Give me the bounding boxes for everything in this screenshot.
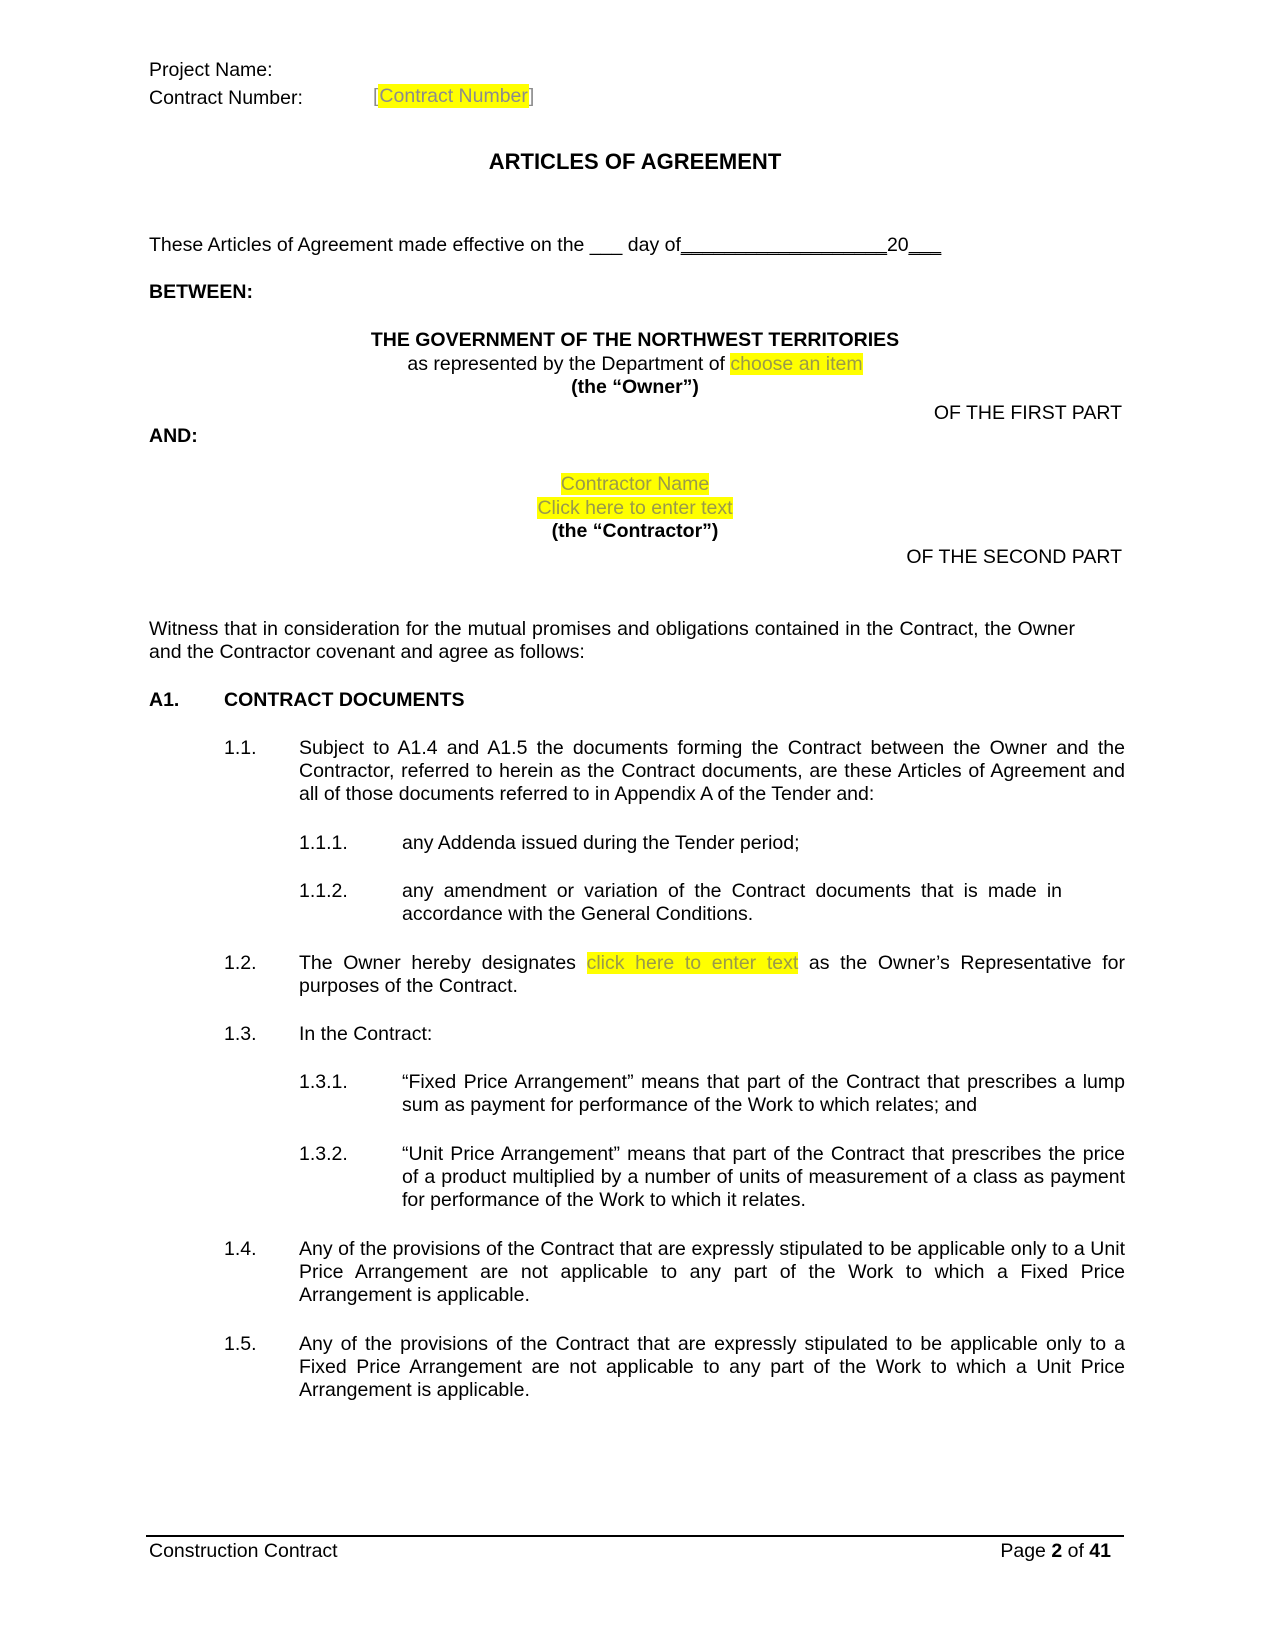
- footer-rule: [146, 1535, 1124, 1537]
- year-prefix: 20: [886, 234, 909, 256]
- clause-number: 1.3.1.: [299, 1071, 348, 1093]
- clause-number: 1.4.: [224, 1238, 257, 1260]
- clause-number: 1.2.: [224, 952, 257, 974]
- bracket-close: ]: [528, 85, 535, 107]
- owner-department-text: as represented by the Department of: [407, 353, 731, 375]
- clause-number: 1.3.: [224, 1023, 257, 1045]
- page-of: of: [1062, 1540, 1090, 1562]
- contractor-role: (the “Contractor”): [551, 520, 719, 542]
- clause-1-1-text: Subject to A1.4 and A1.5 the documents forming the Contract between the Owner and the Contractor, referred to herein as the Contract documents, are these Articles of Agreement and all of those documents referred to in Appendix A of the Tender and:: [299, 737, 1125, 805]
- section-title: CONTRACT DOCUMENTS: [224, 689, 465, 711]
- and-label: AND:: [149, 425, 198, 447]
- clause-1-2-text: [299, 952, 1125, 998]
- clause-number: 1.1.1.: [299, 832, 348, 854]
- clause-1-1-1-text: any Addenda issued during the Tender period;: [402, 832, 800, 854]
- clause-1-3-2-text: “Unit Price Arrangement” means that part of the Contract that prescribes the price of a product multiplied by a number of units of measurement of a class as payment for performance of the Work to which it relates.: [402, 1143, 1125, 1211]
- owner-department-line: [300, 353, 970, 376]
- contract-number-placeholder[interactable]: Contract Number: [379, 85, 528, 107]
- project-name-label: Project Name:: [149, 59, 273, 81]
- clause-1-3-text: In the Contract:: [299, 1023, 433, 1045]
- owner-name: THE GOVERNMENT OF THE NORTHWEST TERRITORIES: [370, 329, 900, 351]
- page-current: 2: [1051, 1540, 1063, 1562]
- effective-date-line: [149, 234, 941, 257]
- representative-placeholder[interactable]: click here to enter text: [586, 952, 799, 974]
- year-blank[interactable]: ___: [908, 234, 942, 256]
- page-number: [1000, 1540, 1111, 1563]
- contractor-name-placeholder[interactable]: Contractor Name: [560, 473, 710, 495]
- clause-number: 1.1.: [224, 737, 257, 759]
- department-placeholder[interactable]: choose an item: [730, 353, 863, 375]
- contractor-text-placeholder[interactable]: Click here to enter text: [537, 497, 733, 519]
- footer-title: Construction Contract: [149, 1540, 338, 1562]
- contract-number-field[interactable]: [373, 85, 534, 108]
- clause-1-3-1-text: “Fixed Price Arrangement” means that part of the Contract that prescribes a lump sum as payment for performance of the Work to which relates; and: [402, 1071, 1125, 1116]
- owner-role: (the “Owner”): [571, 376, 699, 398]
- between-label: BETWEEN:: [149, 281, 253, 303]
- bracket-open: [: [373, 85, 379, 107]
- page-total: 41: [1089, 1540, 1111, 1562]
- witness-paragraph: Witness that in consideration for the mutual promises and obligations contained in the Contract, the Owner and the Contractor covenant and agree as follows:: [149, 618, 1075, 663]
- clause-1-1-2-text: any amendment or variation of the Contract documents that is made in accordance with the General Conditions.: [402, 880, 1062, 925]
- second-part-label: OF THE SECOND PART: [906, 546, 1122, 568]
- contract-number-label: Contract Number:: [149, 87, 303, 109]
- page-label: Page: [1000, 1540, 1052, 1562]
- month-blank[interactable]: ___________________: [680, 234, 887, 256]
- clause-1-5-text: Any of the provisions of the Contract that are expressly stipulated to be applicable only to a Fixed Price Arrangement are not applicable to any part of the Work to which a Unit Price Arrangement is applicable.: [299, 1333, 1125, 1401]
- clause-1-2-text-a: The Owner hereby designates: [299, 952, 587, 974]
- clause-number: 1.3.2.: [299, 1143, 348, 1165]
- page-title: ARTICLES OF AGREEMENT: [488, 149, 782, 174]
- contractor-name-line: [300, 473, 970, 496]
- clause-1-2-text-b: as the Owner’s Representative for purposes of the Contract.: [299, 952, 1125, 997]
- first-part-label: OF THE FIRST PART: [933, 402, 1122, 424]
- section-number: A1.: [149, 689, 180, 711]
- contractor-text-line: [300, 497, 970, 520]
- clause-number: 1.1.2.: [299, 880, 348, 902]
- effective-text: These Articles of Agreement made effective on the ___ day of: [149, 234, 681, 256]
- clause-number: 1.5.: [224, 1333, 257, 1355]
- clause-1-4-text: Any of the provisions of the Contract that are expressly stipulated to be applicable only to a Unit Price Arrangement are not applicable to any part of the Work to which a Fixed Price Arrangement is applicable.: [299, 1238, 1125, 1306]
